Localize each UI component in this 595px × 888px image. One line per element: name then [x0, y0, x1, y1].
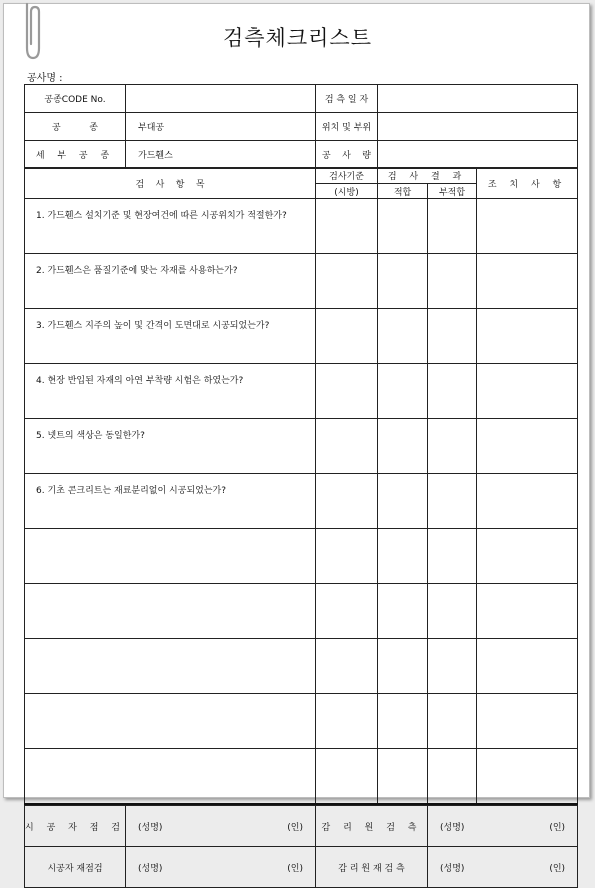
work-type-label: 공 종: [25, 113, 126, 141]
action-cell[interactable]: [477, 639, 578, 694]
location-label: 위치 및 부위: [316, 113, 378, 141]
checklist-item-text: [25, 694, 316, 749]
header-info-table: [24, 84, 578, 169]
pass-cell[interactable]: [378, 364, 428, 419]
contractor-signature-field[interactable]: [126, 806, 316, 847]
column-action-header: 조 치 사 항: [477, 168, 578, 199]
fail-cell[interactable]: [428, 364, 477, 419]
project-name-label: 공사명 :: [27, 73, 63, 84]
column-pass-header: 적합: [378, 184, 428, 199]
checklist-row: [25, 639, 578, 694]
contractor-reinspection-label: 시공자 재점검: [25, 847, 126, 888]
checklist-row: [25, 364, 578, 419]
column-fail-header: 부적합: [428, 184, 477, 199]
checklist-row: [25, 419, 578, 474]
contractor-inspection-label: 시 공 자 점 검: [25, 806, 126, 847]
header-row-detail: [25, 141, 578, 169]
column-standard-header: 검사기준: [316, 168, 378, 184]
pass-cell[interactable]: [378, 199, 428, 254]
pass-cell[interactable]: [378, 749, 428, 805]
seal-label: (인): [287, 822, 304, 833]
standard-cell[interactable]: [316, 639, 378, 694]
seal-label: (인): [287, 863, 304, 874]
code-label: 공종CODE No.: [25, 85, 126, 113]
checklist-item-text: 6. 기초 콘크리트는 재료분리없이 시공되었는가?: [25, 474, 316, 529]
pass-cell[interactable]: [378, 254, 428, 309]
fail-cell[interactable]: [428, 694, 477, 749]
standard-cell[interactable]: [316, 529, 378, 584]
checklist-item-text: 2. 가드휀스은 품질기준에 맞는 자재를 사용하는가?: [25, 254, 316, 309]
pass-cell[interactable]: [378, 694, 428, 749]
checklist-row: [25, 309, 578, 364]
checklist-item-text: [25, 584, 316, 639]
construction-amount-label: 공 사 량: [316, 141, 378, 169]
action-cell[interactable]: [477, 474, 578, 529]
checklist-item-text: [25, 529, 316, 584]
action-cell[interactable]: [477, 694, 578, 749]
action-cell[interactable]: [477, 364, 578, 419]
fail-cell[interactable]: [428, 584, 477, 639]
checklist-row: [25, 254, 578, 309]
checklist-item-text: 4. 현장 반입된 자재의 아연 부착량 시험은 하였는가?: [25, 364, 316, 419]
seal-label: (인): [549, 822, 566, 833]
pass-cell[interactable]: [378, 639, 428, 694]
name-label: (성명): [138, 822, 163, 833]
fail-cell[interactable]: [428, 419, 477, 474]
page-title: 검측체크리스트: [222, 26, 372, 50]
fail-cell[interactable]: [428, 639, 477, 694]
standard-cell[interactable]: [316, 584, 378, 639]
fail-cell[interactable]: [428, 529, 477, 584]
construction-amount-value[interactable]: [378, 141, 578, 169]
checklist-row: [25, 749, 578, 805]
header-row-code: [25, 85, 578, 113]
pass-cell[interactable]: [378, 584, 428, 639]
checklist-item-text: 3. 가드휀스 지주의 높이 및 간격이 도면대로 시공되었는가?: [25, 309, 316, 364]
checklist-row: [25, 584, 578, 639]
checklist-item-text: [25, 749, 316, 805]
checklist-item-text: 5. 넷트의 색상은 동일한가?: [25, 419, 316, 474]
code-value[interactable]: [126, 85, 316, 113]
header-row-work: [25, 113, 578, 141]
action-cell[interactable]: [477, 529, 578, 584]
checklist-row: [25, 199, 578, 254]
standard-cell[interactable]: [316, 749, 378, 805]
signature-row-second: [25, 847, 578, 888]
supervisor-signature-field[interactable]: [428, 806, 578, 847]
name-label: (성명): [440, 822, 465, 833]
action-cell[interactable]: [477, 199, 578, 254]
action-cell[interactable]: [477, 309, 578, 364]
standard-cell[interactable]: [316, 309, 378, 364]
pass-cell[interactable]: [378, 309, 428, 364]
fail-cell[interactable]: [428, 199, 477, 254]
work-type-value[interactable]: 부대공: [126, 113, 316, 141]
column-standard-sub: (시방): [316, 184, 378, 199]
column-item-header: 검 사 항 목: [25, 168, 316, 199]
standard-cell[interactable]: [316, 474, 378, 529]
name-label: (성명): [440, 863, 465, 874]
pass-cell[interactable]: [378, 474, 428, 529]
standard-cell[interactable]: [316, 254, 378, 309]
inspection-items-table: [24, 167, 578, 888]
standard-cell[interactable]: [316, 364, 378, 419]
signature-row-first: [25, 806, 578, 847]
checklist-row: [25, 694, 578, 749]
fail-cell[interactable]: [428, 474, 477, 529]
fail-cell[interactable]: [428, 254, 477, 309]
detail-work-label: 세 부 공 종: [25, 141, 126, 169]
action-cell[interactable]: [477, 419, 578, 474]
standard-cell[interactable]: [316, 199, 378, 254]
fail-cell[interactable]: [428, 749, 477, 805]
column-result-header: 검 사 결 과: [378, 168, 477, 184]
standard-cell[interactable]: [316, 419, 378, 474]
location-value[interactable]: [378, 113, 578, 141]
pass-cell[interactable]: [378, 419, 428, 474]
checklist-row: [25, 474, 578, 529]
supervisor-resignature-field[interactable]: [428, 847, 578, 888]
fail-cell[interactable]: [428, 309, 477, 364]
inspection-date-value[interactable]: [378, 85, 578, 113]
contractor-resignature-field[interactable]: [126, 847, 316, 888]
action-cell[interactable]: [477, 254, 578, 309]
pass-cell[interactable]: [378, 529, 428, 584]
inspection-date-label: 검 측 일 자: [316, 85, 378, 113]
action-cell[interactable]: [477, 749, 578, 805]
checklist-item-text: 1. 가드휀스 설치기준 및 현장여건에 따른 시공위치가 적절한가?: [25, 199, 316, 254]
supervisor-reinspection-label: 감 리 원 재 검 측: [316, 847, 428, 888]
checklist-item-text: [25, 639, 316, 694]
checklist-row: [25, 529, 578, 584]
standard-cell[interactable]: [316, 694, 378, 749]
name-label: (성명): [138, 863, 163, 874]
action-cell[interactable]: [477, 584, 578, 639]
column-header-row: [25, 168, 578, 184]
detail-work-value[interactable]: 가드휀스: [126, 141, 316, 169]
seal-label: (인): [549, 863, 566, 874]
supervisor-inspection-label: 감 리 원 검 측: [316, 806, 428, 847]
